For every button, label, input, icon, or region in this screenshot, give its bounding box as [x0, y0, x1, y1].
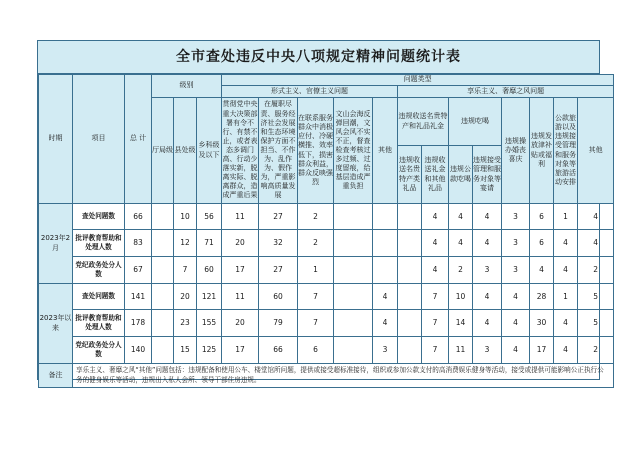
- table-row: [39, 284, 614, 310]
- cell: [398, 257, 422, 284]
- cell: 56: [197, 204, 222, 230]
- cell: 10: [449, 284, 473, 310]
- cell-total: 83: [125, 230, 152, 257]
- cell: 4: [554, 337, 578, 364]
- header-hedonism-col: 违规收送礼金和其他礼品: [422, 146, 449, 204]
- header-level-bureau: 厅局级: [152, 98, 174, 204]
- cell: 2: [298, 230, 334, 257]
- header-formalism-col: 贯彻党中央重大决策部署有令不行、有禁不止，或者表态多调门高、行动少落实新，脱离实际、脱离群众，造成严重后果: [222, 98, 259, 204]
- cell: 4: [449, 204, 473, 230]
- cell: 17: [222, 257, 259, 284]
- cell: 1: [298, 257, 334, 284]
- row-item: 党纪政务处分人数: [73, 337, 125, 364]
- cell: 4: [578, 204, 614, 230]
- cell: 4: [373, 284, 398, 310]
- table-row: [39, 310, 614, 337]
- cell: [334, 284, 373, 310]
- cell: 7: [422, 284, 449, 310]
- cell: 4: [578, 230, 614, 257]
- cell: 32: [259, 230, 298, 257]
- cell: 71: [197, 230, 222, 257]
- cell-total: 178: [125, 310, 152, 337]
- cell: 4: [554, 257, 578, 284]
- header-item: 项目: [73, 75, 125, 204]
- cell: 66: [259, 337, 298, 364]
- header-gift-group: 违规收送名贵特产和礼品礼金: [398, 98, 449, 146]
- cell: 4: [422, 230, 449, 257]
- cell: 5: [578, 310, 614, 337]
- cell-total: 140: [125, 337, 152, 364]
- cell: 7: [298, 284, 334, 310]
- cell: [373, 257, 398, 284]
- header-formalism-col: 在联系服务群众中消极应付、冷硬横推、效率低下，损害群众利益，群众反映强烈: [298, 98, 334, 204]
- cell: [334, 257, 373, 284]
- cell: 4: [449, 230, 473, 257]
- header-level-township: 乡科级及以下: [197, 98, 222, 204]
- cell: 27: [259, 204, 298, 230]
- header-formalism-col: 在履职尽责、服务经济社会发展和生态环境保护方面不担当、不作为、乱作为、假作为，严重影响高质量发展: [259, 98, 298, 204]
- cell: 4: [473, 230, 502, 257]
- note-label: 备注: [39, 364, 73, 388]
- table-title: 全市查处违反中央八项规定精神问题统计表: [38, 41, 599, 74]
- period-label: 2023年以来: [39, 284, 73, 364]
- cell: [152, 230, 174, 257]
- header-level: 级别: [152, 75, 222, 98]
- cell: [334, 204, 373, 230]
- cell: 6: [530, 230, 554, 257]
- cell: 15: [174, 337, 197, 364]
- header-total: 总 计: [125, 75, 152, 204]
- cell: [152, 257, 174, 284]
- row-item: 批评教育帮助和处理人数: [73, 230, 125, 257]
- row-item: 党纪政务处分人数: [73, 257, 125, 284]
- cell-total: 66: [125, 204, 152, 230]
- cell: [398, 284, 422, 310]
- period-label: 2023年2月: [39, 204, 73, 284]
- cell: 3: [473, 257, 502, 284]
- cell: [334, 337, 373, 364]
- cell: 1: [554, 204, 578, 230]
- header-formalism-col: 文山会海反弹回潮，文风会风不实不正，督查检查考核过多过频、过度留痕，给基层造成严重负担: [334, 98, 373, 204]
- cell: 4: [554, 230, 578, 257]
- cell: 3: [502, 204, 530, 230]
- cell: 4: [473, 204, 502, 230]
- cell: 17: [530, 337, 554, 364]
- cell: [373, 230, 398, 257]
- cell: [398, 337, 422, 364]
- header-hedonism-col: 违规公款吃喝: [449, 146, 473, 204]
- table-row: [39, 230, 614, 257]
- cell: 4: [373, 310, 398, 337]
- row-item: 查处问题数: [73, 204, 125, 230]
- table-row: [39, 257, 614, 284]
- cell: 4: [422, 204, 449, 230]
- cell: 6: [530, 204, 554, 230]
- cell: 28: [530, 284, 554, 310]
- cell: 30: [530, 310, 554, 337]
- cell: 11: [222, 284, 259, 310]
- cell: 5: [578, 284, 614, 310]
- cell: 1: [554, 284, 578, 310]
- cell: 4: [502, 284, 530, 310]
- cell: 3: [473, 337, 502, 364]
- stats-sheet: [37, 40, 604, 384]
- cell: 23: [174, 310, 197, 337]
- header-formalism-group: 形式主义、官僚主义问题: [222, 86, 398, 98]
- cell: 4: [473, 284, 502, 310]
- header-hedonism-other: 其他: [578, 98, 614, 204]
- cell: 4: [473, 310, 502, 337]
- row-item: 查处问题数: [73, 284, 125, 310]
- cell: 2: [578, 337, 614, 364]
- cell: 4: [422, 257, 449, 284]
- cell: 2: [578, 257, 614, 284]
- table-row: [39, 204, 614, 230]
- cell: 7: [422, 310, 449, 337]
- cell: 2: [298, 204, 334, 230]
- row-item: 批评教育帮助和处理人数: [73, 310, 125, 337]
- cell: [152, 337, 174, 364]
- cell: 12: [174, 230, 197, 257]
- cell: 4: [530, 257, 554, 284]
- cell: 3: [502, 257, 530, 284]
- cell: [398, 204, 422, 230]
- cell: [152, 204, 174, 230]
- header-problem-type: 问题类型: [222, 75, 614, 86]
- cell: 60: [197, 257, 222, 284]
- header-level-county: 县处级: [174, 98, 197, 204]
- cell: 7: [422, 337, 449, 364]
- cell: 20: [222, 230, 259, 257]
- cell: [334, 230, 373, 257]
- cell: 20: [222, 310, 259, 337]
- cell: 2: [449, 257, 473, 284]
- header-hedonism-col: 违规发放津补贴或福利: [530, 98, 554, 204]
- cell: [334, 310, 373, 337]
- cell: [152, 284, 174, 310]
- cell: 11: [222, 204, 259, 230]
- table-row: [39, 337, 614, 364]
- cell: 155: [197, 310, 222, 337]
- header-banquet-group: 违规吃喝: [449, 98, 502, 146]
- header-formalism-other: 其他: [373, 98, 398, 204]
- stats-table: [38, 74, 614, 388]
- cell: 6: [298, 337, 334, 364]
- cell: 121: [197, 284, 222, 310]
- cell: 3: [502, 230, 530, 257]
- cell: 20: [174, 284, 197, 310]
- cell: 11: [449, 337, 473, 364]
- cell: [398, 310, 422, 337]
- header-hedonism-group: 享乐主义、奢靡之风问题: [398, 86, 614, 98]
- cell-total: 67: [125, 257, 152, 284]
- cell: 3: [373, 337, 398, 364]
- header-hedonism-col: 违规收送名贵特产类礼品: [398, 146, 422, 204]
- cell: 4: [502, 337, 530, 364]
- header-hedonism-col: 违规接受管理和服务对象等宴请: [473, 146, 502, 204]
- cell: 79: [259, 310, 298, 337]
- cell: 14: [449, 310, 473, 337]
- header-hedonism-col: 公款旅游以及违规接受管理和服务对象等旅游活动安排: [554, 98, 578, 204]
- cell: 17: [222, 337, 259, 364]
- cell: 10: [174, 204, 197, 230]
- cell: 27: [259, 257, 298, 284]
- cell: 7: [298, 310, 334, 337]
- header-period: 时期: [39, 75, 73, 204]
- cell-total: 141: [125, 284, 152, 310]
- header-hedonism-col: 违规操办婚丧喜庆: [502, 98, 530, 204]
- cell: [152, 310, 174, 337]
- cell: [373, 204, 398, 230]
- cell: 4: [554, 310, 578, 337]
- cell: 125: [197, 337, 222, 364]
- cell: 7: [174, 257, 197, 284]
- cell: [398, 230, 422, 257]
- cell: 4: [502, 310, 530, 337]
- cell: 60: [259, 284, 298, 310]
- note-text: 享乐主义、奢靡之风“其他”问题包括：违规配备和使用公车、楼堂馆所问题，提供或接受超标准接待，组织或参加公款支付的高消费娱乐健身等活动，接受或提供可能影响公正执行公务的健身娱乐等活动，违规出入私人会所、领导干部住房违规。: [73, 364, 614, 388]
